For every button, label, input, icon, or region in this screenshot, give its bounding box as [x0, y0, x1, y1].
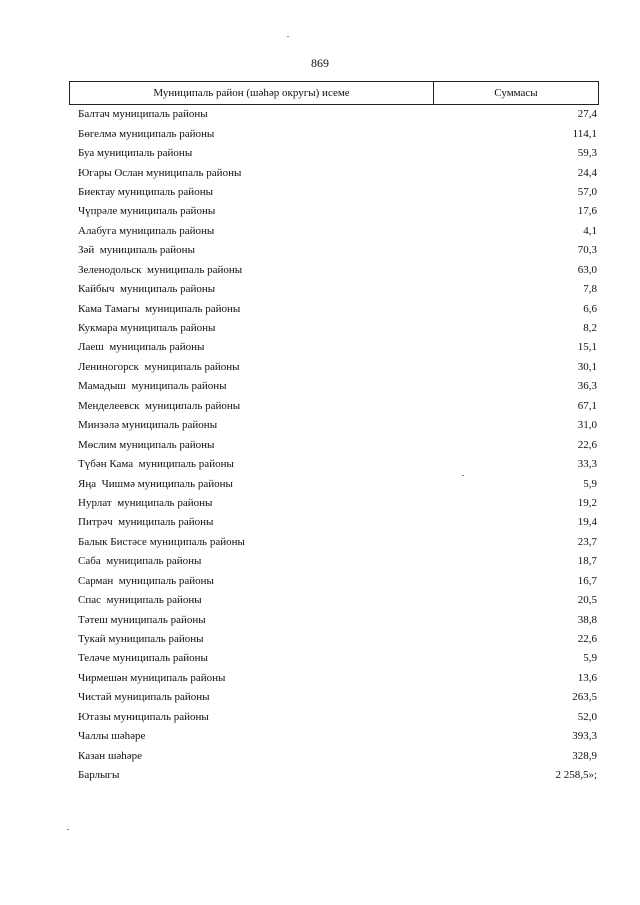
- district-name: Югары Ослан муниципаль районы: [78, 166, 242, 179]
- table-row: [78, 183, 597, 202]
- district-sum: 2 258,5»;: [555, 769, 597, 782]
- district-sum: 15,1: [577, 341, 597, 354]
- district-name: Буа муниципаль районы: [78, 147, 193, 160]
- table-row: [78, 280, 597, 299]
- district-name: Балтач муниципаль районы: [78, 108, 208, 121]
- table-body: [78, 105, 597, 785]
- table-row: [78, 630, 597, 649]
- district-name: Нурлат муниципаль районы: [78, 496, 213, 509]
- table-row: [78, 649, 597, 668]
- table-row: [78, 591, 597, 610]
- district-name: Минзәлә муниципаль районы: [78, 419, 218, 432]
- table-row: [78, 319, 597, 338]
- district-sum: 70,3: [577, 244, 597, 257]
- district-name: Алабуга муниципаль районы: [78, 224, 215, 237]
- district-sum: 31,0: [577, 419, 597, 432]
- district-name: Лениногорск муниципаль районы: [78, 360, 240, 373]
- district-name: Яңа Чишмә муниципаль районы: [78, 477, 233, 490]
- district-sum: 328,9: [572, 749, 597, 762]
- scan-speck: [462, 475, 464, 476]
- district-name: Саба муниципаль районы: [78, 555, 202, 568]
- table-row: [78, 746, 597, 765]
- district-name: Тәтеш муниципаль районы: [78, 613, 206, 626]
- district-sum: 63,0: [577, 263, 597, 276]
- district-name: Лаеш муниципаль районы: [78, 341, 205, 354]
- district-name: Менделеевск муниципаль районы: [78, 399, 241, 412]
- district-sum: 22,6: [577, 438, 597, 451]
- table-row: [78, 397, 597, 416]
- district-sum: 19,2: [577, 496, 597, 509]
- table-row: [78, 727, 597, 746]
- table-header: [69, 81, 599, 105]
- table-row: [78, 105, 597, 124]
- district-name: Питрәч муниципаль районы: [78, 516, 214, 529]
- header-municipal-district: Муниципаль район (шәһәр округы) исеме: [70, 82, 434, 104]
- district-sum: 114,1: [572, 127, 597, 140]
- district-sum: 7,8: [583, 283, 597, 296]
- district-sum: 67,1: [577, 399, 597, 412]
- table-row: [78, 261, 597, 280]
- district-sum: 24,4: [577, 166, 597, 179]
- district-sum: 59,3: [577, 147, 597, 160]
- district-sum: 8,2: [583, 322, 597, 335]
- district-sum: 18,7: [577, 555, 597, 568]
- table-row: [78, 202, 597, 221]
- district-name: Теләче муниципаль районы: [78, 652, 208, 665]
- district-name: Казан шәһәре: [78, 749, 143, 762]
- table-row: [78, 572, 597, 591]
- district-sum: 5,9: [583, 477, 597, 490]
- district-name: Чүпрәле муниципаль районы: [78, 205, 216, 218]
- district-name: Түбән Кама муниципаль районы: [78, 458, 234, 471]
- table-row: [78, 610, 597, 629]
- table-row: [78, 435, 597, 454]
- district-sum: 52,0: [577, 710, 597, 723]
- district-sum: 23,7: [577, 535, 597, 548]
- district-sum: 22,6: [577, 633, 597, 646]
- district-sum: 27,4: [577, 108, 597, 121]
- table-row: [78, 358, 597, 377]
- table-row: [78, 144, 597, 163]
- scan-speck: [67, 829, 69, 830]
- district-name: Биектау муниципаль районы: [78, 185, 213, 198]
- district-name: Мамадыш муниципаль районы: [78, 380, 227, 393]
- table-row: [78, 241, 597, 260]
- table-row: [78, 766, 597, 785]
- table-row: [78, 513, 597, 532]
- district-sum: 36,3: [577, 380, 597, 393]
- district-sum: 38,8: [577, 613, 597, 626]
- district-name: Барлыгы: [78, 769, 120, 782]
- table-row: [78, 669, 597, 688]
- table-row: [78, 299, 597, 318]
- district-name: Кама Тамагы муниципаль районы: [78, 302, 241, 315]
- table-row: [78, 494, 597, 513]
- district-name: Тукай муниципаль районы: [78, 633, 204, 646]
- table-row: [78, 416, 597, 435]
- district-sum: 20,5: [577, 594, 597, 607]
- table-row: [78, 688, 597, 707]
- district-sum: 4,1: [583, 224, 597, 237]
- district-name: Спас муниципаль районы: [78, 594, 202, 607]
- district-sum: 17,6: [577, 205, 597, 218]
- table-row: [78, 474, 597, 493]
- district-name: Чистай муниципаль районы: [78, 691, 210, 704]
- table-row: [78, 533, 597, 552]
- district-name: Кайбыч муниципаль районы: [78, 283, 216, 296]
- scan-speck: [287, 36, 289, 37]
- district-sum: 263,5: [572, 691, 597, 704]
- header-sum: Суммасы: [494, 87, 538, 99]
- district-name: Сарман муниципаль районы: [78, 574, 214, 587]
- district-name: Зәй муниципаль районы: [78, 244, 195, 257]
- district-name: Чирмешән муниципаль районы: [78, 671, 226, 684]
- district-sum: 6,6: [583, 302, 597, 315]
- district-sum: 57,0: [577, 185, 597, 198]
- district-sum: 19,4: [577, 516, 597, 529]
- table-row: [78, 708, 597, 727]
- district-sum: 5,9: [583, 652, 597, 665]
- table-row: [78, 552, 597, 571]
- district-sum: 393,3: [572, 730, 597, 743]
- district-name: Ютазы муниципаль районы: [78, 710, 209, 723]
- district-sum: 16,7: [577, 574, 597, 587]
- page-number: 869: [311, 56, 329, 70]
- district-sum: 13,6: [577, 671, 597, 684]
- table-row: [78, 338, 597, 357]
- table-row: [78, 377, 597, 396]
- district-name: Чаллы шәһәре: [78, 730, 146, 743]
- district-name: Балык Бистәсе муниципаль районы: [78, 535, 245, 548]
- district-name: Бөгелмә муниципаль районы: [78, 127, 215, 140]
- district-name: Кукмара муниципаль районы: [78, 322, 216, 335]
- table-row: [78, 222, 597, 241]
- table-row: [78, 455, 597, 474]
- district-name: Зеленодольск муниципаль районы: [78, 263, 243, 276]
- table-row: [78, 124, 597, 143]
- table-row: [78, 163, 597, 182]
- district-name: Мөслим муниципаль районы: [78, 438, 215, 451]
- district-sum: 33,3: [577, 458, 597, 471]
- district-sum: 30,1: [577, 360, 597, 373]
